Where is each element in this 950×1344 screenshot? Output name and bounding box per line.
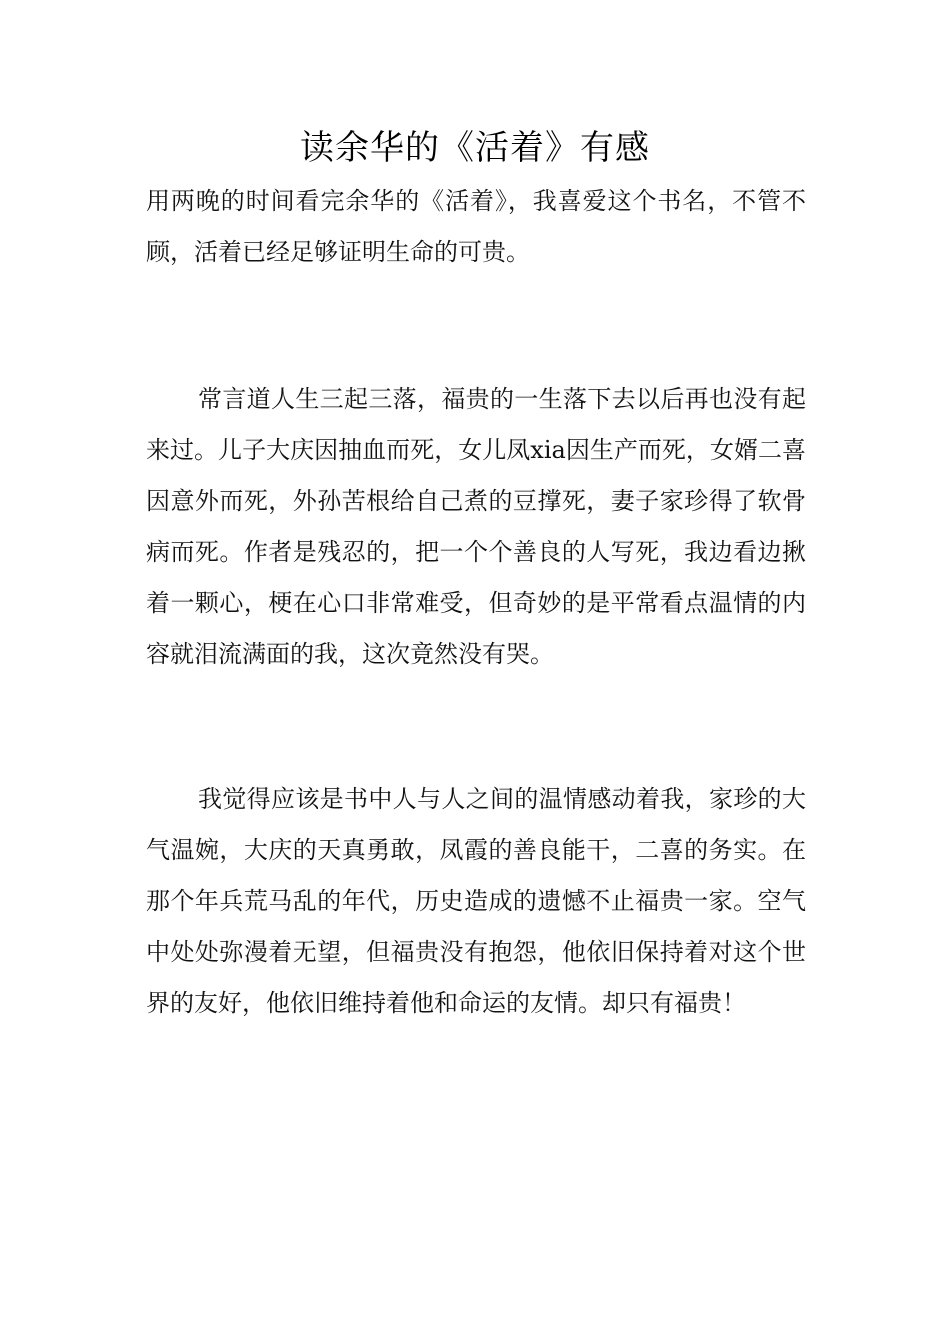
paragraph-intro: 用两晚的时间看完余华的《活着》，我喜爱这个书名，不管不顾，活着已经足够证明生命的可贵。 [146, 187, 806, 266]
document-title: 读余华的《活着》有感 [300, 128, 650, 168]
paragraph-fugui-losses: 常言道人生三起三落，福贵的一生落下去以后再也没有起来过。儿子大庆因抽血而死，女儿凤xia因生产而死，女婿二喜因意外而死，外孙苦根给自己煮的豆撑死，妻子家珍得了软骨病而死。作者是残忍的，把一个个善良的人写死，我边看边揪着一颗心，梗在心口非常难受，但奇妙的是平常看点温情的内容就泪流满面的我，这次竟然没有哭。 [146, 385, 806, 668]
paragraph-warmth: 我觉得应该是书中人与人之间的温情感动着我，家珍的大气温婉，大庆的天真勇敢，凤霞的善良能干，二喜的务实。在那个年兵荒马乱的年代，历史造成的遗憾不止福贵一家。空气中处处弥漫着无望，但福贵没有抱怨，他依旧保持着对这个世界的友好，他依旧维持着他和命运的友情。却只有福贵！ [146, 785, 806, 1017]
